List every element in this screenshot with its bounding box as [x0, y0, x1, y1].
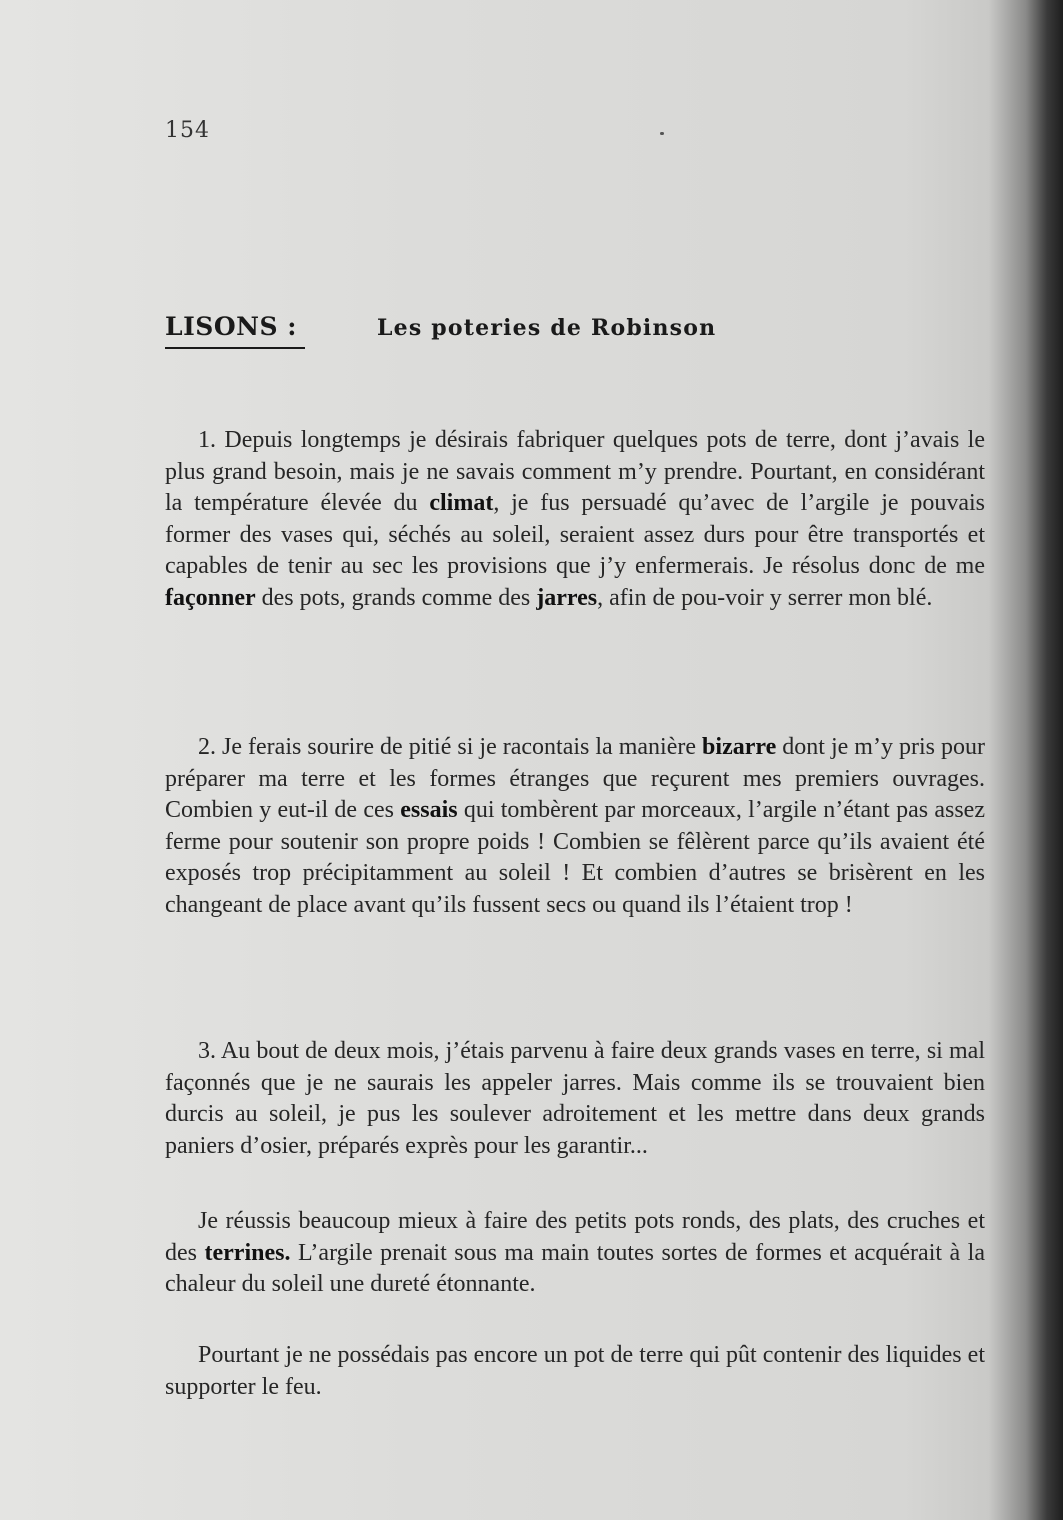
paragraph-3	[165, 1036, 985, 1162]
page-number: 154	[165, 118, 210, 143]
bold-term: bizarre	[702, 734, 777, 760]
paragraph-text	[165, 1206, 985, 1301]
paragraph-text	[165, 425, 985, 614]
paragraph-text	[165, 1036, 985, 1162]
text-run: 3. Au bout de deux mois, j’étais parvenu à faire deux grands vases en terre, si mal façonnés que je ne saurais les appeler jarres. Mais comme ils se trouvaient bien durcis au soleil, je pus les soulever adroitement et les mettre dans deux grands paniers d’osier, préparés exprès pour les garantir...	[165, 1038, 985, 1159]
text-run: 2. Je ferais sourire de pitié si je racontais la manière	[198, 734, 703, 760]
text-run: Pourtant je ne possédais pas encore un pot de terre qui pût contenir des liquides et supporter le feu.	[165, 1342, 985, 1400]
paragraph-4	[165, 1206, 985, 1301]
reading-heading	[165, 312, 925, 352]
bold-term: climat	[429, 490, 494, 516]
bold-term: jarres	[536, 584, 598, 611]
bold-term: essais	[400, 797, 458, 823]
text-run: dont je m’y pris pour préparer ma terre et les formes étranges que reçurent mes premiers ouvrages. Combien y eut-il de ces	[165, 734, 985, 823]
paragraph-text	[165, 1340, 985, 1403]
bold-term: terrines.	[204, 1239, 291, 1266]
text-run: des pots, grands comme des	[255, 584, 537, 611]
text-run: , je fus persuadé qu’avec de l’argile je pouvais former des vases qui, séchés au soleil, seraient assez durs pour être transportés et capables de tenir au sec les provisions que j’y enfermerais. Je résolus donc de me	[165, 490, 985, 579]
bold-term: façonner	[165, 584, 256, 611]
text-run: , afin de pou-voir y serrer mon blé.	[597, 584, 933, 611]
paragraph-2	[165, 732, 985, 921]
heading-label: LISONS :	[165, 312, 297, 341]
text-run: 1. Depuis longtemps je désirais fabriquer quelques pots de terre, dont j’avais le plus grand besoin, mais je ne savais comment m’y prendre. Pourtant, en considérant la température élevée du	[165, 427, 985, 516]
text-run: qui tombèrent par morceaux, l’argile n’étant pas assez ferme pour soutenir son propre poids ! Combien se fêlèrent parce qu’ils avaient été exposés trop précipitamment au soleil ! Et combien d’autres se brisèrent en les changeant de place avant qu’ils fussent secs ou quand ils l’étaient trop !	[165, 797, 985, 918]
text-run: L’argile prenait sous ma main toutes sortes de formes et acquérait à la chaleur du soleil une dureté étonnante.	[165, 1239, 985, 1297]
print-speck	[660, 132, 664, 135]
paragraph-5	[165, 1340, 985, 1403]
paragraph-1	[165, 425, 985, 614]
heading-underline	[165, 347, 305, 349]
paragraph-text	[165, 732, 985, 921]
text-run: Je réussis beaucoup mieux à faire des petits pots ronds, des plats, des cruches et des	[165, 1208, 985, 1266]
heading-title: Les poteries de Robinson	[377, 315, 717, 341]
